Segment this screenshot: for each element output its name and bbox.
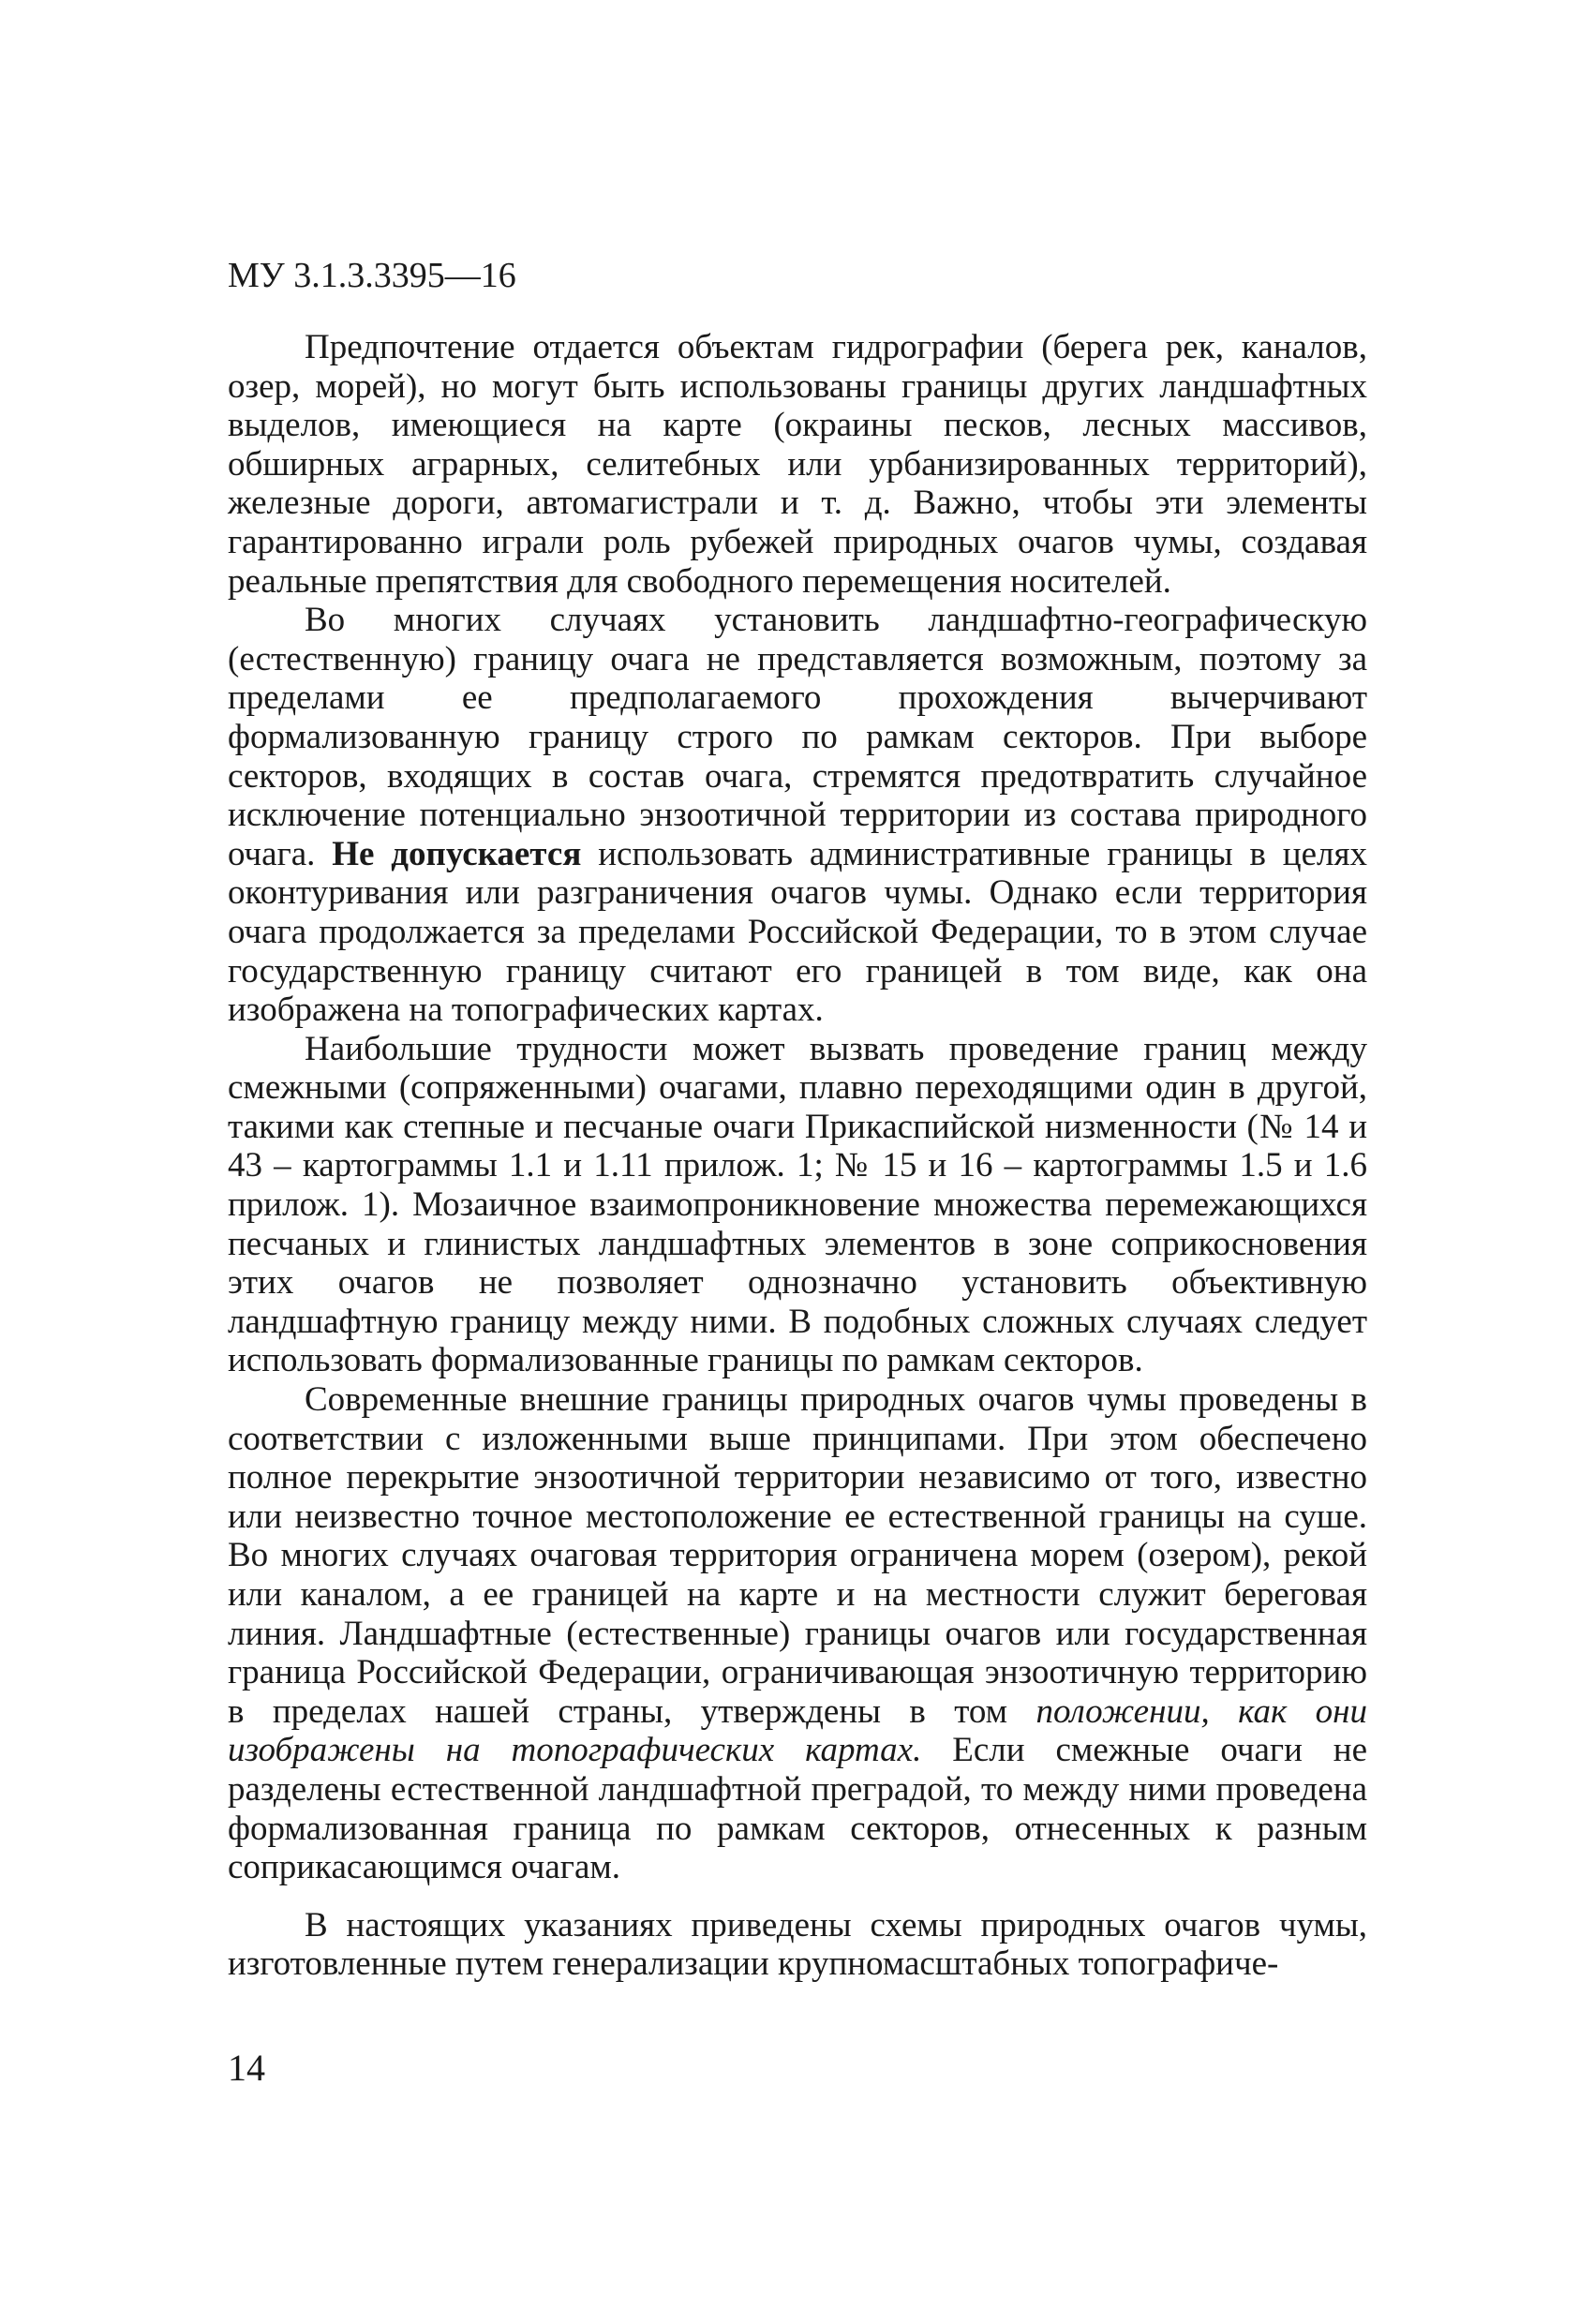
page-number: 14: [228, 2047, 265, 2089]
paragraph-1: [228, 328, 1367, 601]
paragraph-4-text-a: Современные внешние границы природных очагов чумы проведены в соответствии с изложенными выше принципами. При этом обеспечено полное перекрытие энзоотичной территории независимо от того, известно или неизвестно точное местоположение ее естественной границы на суше. Во многих случаях очаговая территория ограничена морем (озером), рекой или каналом, а ее границей на карте и на местности служит береговая линия. Ландшафтные (естественные) границы очагов или государственная граница Российской Федерации, ограничивающая энзоотичную территорию в пределах нашей страны, утверждены в том: [228, 1380, 1367, 1731]
paragraph-1-text: Предпочтение отдается объектам гидрографии (берега рек, каналов, озер, морей), но могут быть использованы границы других ландшафтных выделов, имеющиеся на карте (окраины песков, лесных массивов, обширных аграрных, селитебных или урбанизированных территорий), железные дороги, автомагистрали и т. д. Важно, чтобы эти элементы гарантированно играли роль рубежей природных очагов чумы, создавая реальные препятствия для свободного перемещения носителей.: [228, 328, 1367, 601]
paragraph-4: [228, 1380, 1367, 1887]
paragraph-5: [228, 1906, 1367, 1984]
paragraph-2-text-a: Во многих случаях установить ландшафтно-географическую (естественную) границу очага не представляется возможным, поэтому за пределами ее предполагаемого прохождения вычерчивают формализованную границу строго по рамкам секторов. При выборе секторов, входящих в состав очага, стремятся предотвратить случайное исключение потенциально энзоотичной территории из состава природного очага.: [228, 601, 1367, 873]
paragraph-5-text: В настоящих указаниях приведены схемы природных очагов чумы, изготовленные путем генерализации крупномасштабных топографиче-: [228, 1905, 1367, 1984]
paragraph-2: [228, 601, 1367, 1030]
paragraph-3-text: Наибольшие трудности может вызвать проведение границ между смежными (сопряженными) очагами, плавно переходящими один в другой, такими как степные и песчаные очаги Прикаспийской низменности (№ 14 и 43 – картограммы 1.1 и 1.11 прилож. 1; № 15 и 16 – картограммы 1.5 и 1.6 прилож. 1). Мозаичное взаимопроникновение множества перемежающихся песчаных и глинистых ландшафтных элементов в зоне соприкосновения этих очагов не позволяет однозначно установить объективную ландшафтную границу между ними. В подобных сложных случаях следует использовать формализованные границы по рамкам секторов.: [228, 1029, 1367, 1380]
paragraph-4-italic-emphasis: положении, как они изображены на топографических картах.: [228, 1691, 1368, 1770]
paragraph-2-bold-emphasis: Не допускается: [332, 834, 582, 873]
paragraph-2-text-b: использовать административные границы в целях оконтуривания или разграничения очагов чумы. Однако если территория очага продолжается за пределами Российской Федерации, то в этом случае государственную границу считают его границей в том виде, как она изображена на топографических картах.: [228, 834, 1367, 1030]
document-code-header: МУ 3.1.3.3395—16: [228, 256, 516, 295]
paragraph-4-text-b: Если смежные очаги не разделены естественной ландшафтной преградой, то между ними проведена формализованная граница по рамкам секторов, отнесенных к разным соприкасающимся очагам.: [228, 1731, 1368, 1887]
body-text: [228, 328, 1367, 1984]
paragraph-3: [228, 1030, 1367, 1380]
